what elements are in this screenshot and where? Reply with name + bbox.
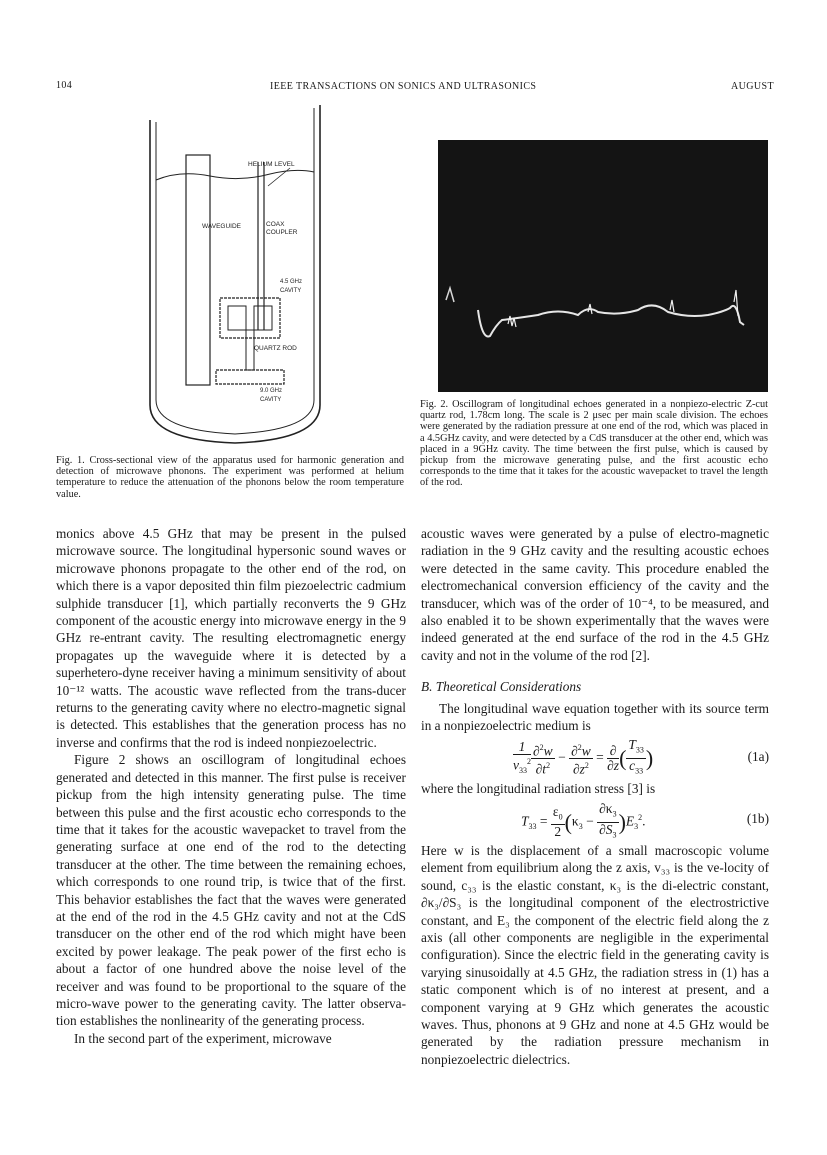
figure1-caption bbox=[56, 455, 404, 500]
helium-level-label: HELIUM LEVEL bbox=[248, 161, 295, 168]
oscillogram-image bbox=[438, 140, 768, 392]
figure1-caption-text: Cross-sectional view of the apparatus used for harmonic generation and detection of microwave phonons. The experiment was performed at helium temperature to reduce the attenuation of the phonons below the room temperature value. bbox=[56, 455, 405, 500]
journal-title: IEEE TRANSACTIONS ON SONICS AND ULTRASONICS bbox=[270, 81, 537, 92]
left-paragraph-1: monics above 4.5 GHz that may be present in the pulsed microwave source. The longitudinal hypersonic sound waves or microwave phonons propagate to the other end of the rod, on which there is a vapor deposited thin film piezoelectric cadmium sulphide transducer [1], which partially reconverts the 9 GHz component of the acoustic energy into microwave energy in the 9 GHz re-entrant cavity. The resulting electromagnetic energy propagates up the waveguide where it is detected by a superhetero-dyne receiver having a minimum sensitivity of about 10⁻¹² watts. The acoustic wave reflected from the trans-ducer returns to the generating cavity where no electro-magnetic signal is detected. This establishes that the generation process has no inverse and confirms that the rod is indeed nonpiezoelectric. bbox=[56, 526, 406, 750]
left-column bbox=[56, 525, 406, 1047]
left-paragraph-3: In the second part of the experiment, microwave bbox=[74, 1030, 332, 1046]
cavity45-label-2: CAVITY bbox=[280, 288, 302, 294]
right-paragraph-4: Here w is the displacement of a small macroscopic volume element from equilibrium along the z axis, v₃₃ is the ve-locity of sound, c₃₃ is the elastic constant, κ₃ is the di-electric constant, ∂κ₃/∂S₃ is the longitudinal component of the electrostrictive constant, and E₃ the component of the electric field along the z axis (all other components are negligible in the experimental configuration). Since the electric field in the generating cavity is varying sinusoidally at 4.5 GHz, the radiation stress in (1) has a static component which is of no interest at present, and a component varying at 9 GHz which generates the acoustic waves. Thus, phonons at 9 GHz and none at 4.5 GHz would be generated by the radiation pressure mechanism in nonpiezoelectric dielectrics. bbox=[421, 842, 769, 1067]
figure2-caption-text: Oscillogram of longitudinal echoes generated in a nonpiezo-electric Z-cut quartz rod, 1.78cm long. The scale is 2 μsec per main scale division. The echoes were generated by the radiation pressure at one end of the rod, which was placed in a 4.5GHz cavity, and were detected by a CdS transducer at the other end, which was placed in a 9GHz cavity. The time between the first pulse, which is caused by pickup from the microwave generating pulse, and the first acoustic echo corresponds to the time that it takes for the acoustic wavepacket to travel the length of the rod. bbox=[420, 399, 769, 489]
figure2-caption bbox=[420, 399, 768, 489]
quartz-rod-label: QUARTZ ROD bbox=[254, 345, 297, 352]
right-paragraph-2: The longitudinal wave equation together with its source term in a nonpiezoelectric medium is bbox=[421, 700, 769, 734]
figure1-caption-label: Fig. 1. bbox=[56, 455, 85, 466]
issue-month: AUGUST bbox=[731, 81, 774, 92]
cavity9-label-1: 9.0 GHz bbox=[260, 388, 283, 394]
right-paragraph-1: acoustic waves were generated by a pulse of electro-magnetic radiation in the 9 GHz cavity and the resulting acoustic echoes were detected in the same cavity. This procedure enabled the electromechanical conversion efficiency of the cavity and the transducer, which was of the order of 10⁻⁴, to be measured, and also enabled it to be shown experimentally that the waves were indeed generated at the end surface of the rod in the 4.5 GHz cavity and not in the volume of the rod [2]. bbox=[421, 526, 769, 663]
equation-1a-number: (1a) bbox=[747, 749, 769, 765]
right-column bbox=[421, 525, 769, 1068]
right-paragraph-3: where the longitudinal radiation stress [3] is bbox=[421, 781, 656, 797]
page-number: 104 bbox=[56, 80, 73, 91]
equation-1b-number: (1b) bbox=[746, 810, 769, 826]
figure2-caption-label: Fig. 2. bbox=[420, 399, 449, 410]
coax-label-1: COAX bbox=[266, 221, 285, 228]
coax-label-2: COUPLER bbox=[266, 229, 298, 236]
section-heading: B. Theoretical Considerations bbox=[421, 679, 582, 695]
cavity45-label-1: 4.5 GHz bbox=[280, 279, 303, 285]
equation-1b: $T_{33}$ = $\frac{\varepsilon_0}{2}$ ($\kappa_3$ − $\frac{\partial\kappa_3}{\partial S_3}$ )$E_3^2$. (1b) bbox=[521, 800, 769, 840]
equation-1a: $\frac{1}{v_{33}^2}$ $\frac{\partial^2w}{\partial t^2}$ − $\frac{\partial^2w}{\partial z^2}$ = $\frac{\partial}{\partial z}$ ( $\frac{T_{33}}{c_{33}}$ ) (1a) bbox=[513, 737, 769, 777]
apparatus-diagram bbox=[140, 100, 330, 445]
cavity9-label-2: CAVITY bbox=[260, 397, 282, 403]
left-paragraph-2: Figure 2 shows an oscillogram of longitudinal echoes generated and detected in this manner. The first pulse is receiver pickup from the high intensity generating pulse. The time between this pulse and the first acoustic echo corresponds to the time that it takes for the acoustic wavepacket to travel from the generating surface at one end of the rod to the detecting transducer at the other. The time between the remaining echoes, which corresponds to one round trip, is twice that of the first. This behavior establishes the fact that the waves were generated at the end of the rod in the 4.5 GHz cavity and not at the CdS transducer on the other end of the rod which might have been excited by power leakage. The peak power of the first echo is about a factor of one hundred above the noise level of the receiver and was found to be proportional to the square of the micro-wave power to the generating cavity. The latter observa-tion establishes the nonlinearity of the generating process. bbox=[56, 752, 406, 1029]
waveguide-label: WAVEGUIDE bbox=[202, 223, 242, 230]
